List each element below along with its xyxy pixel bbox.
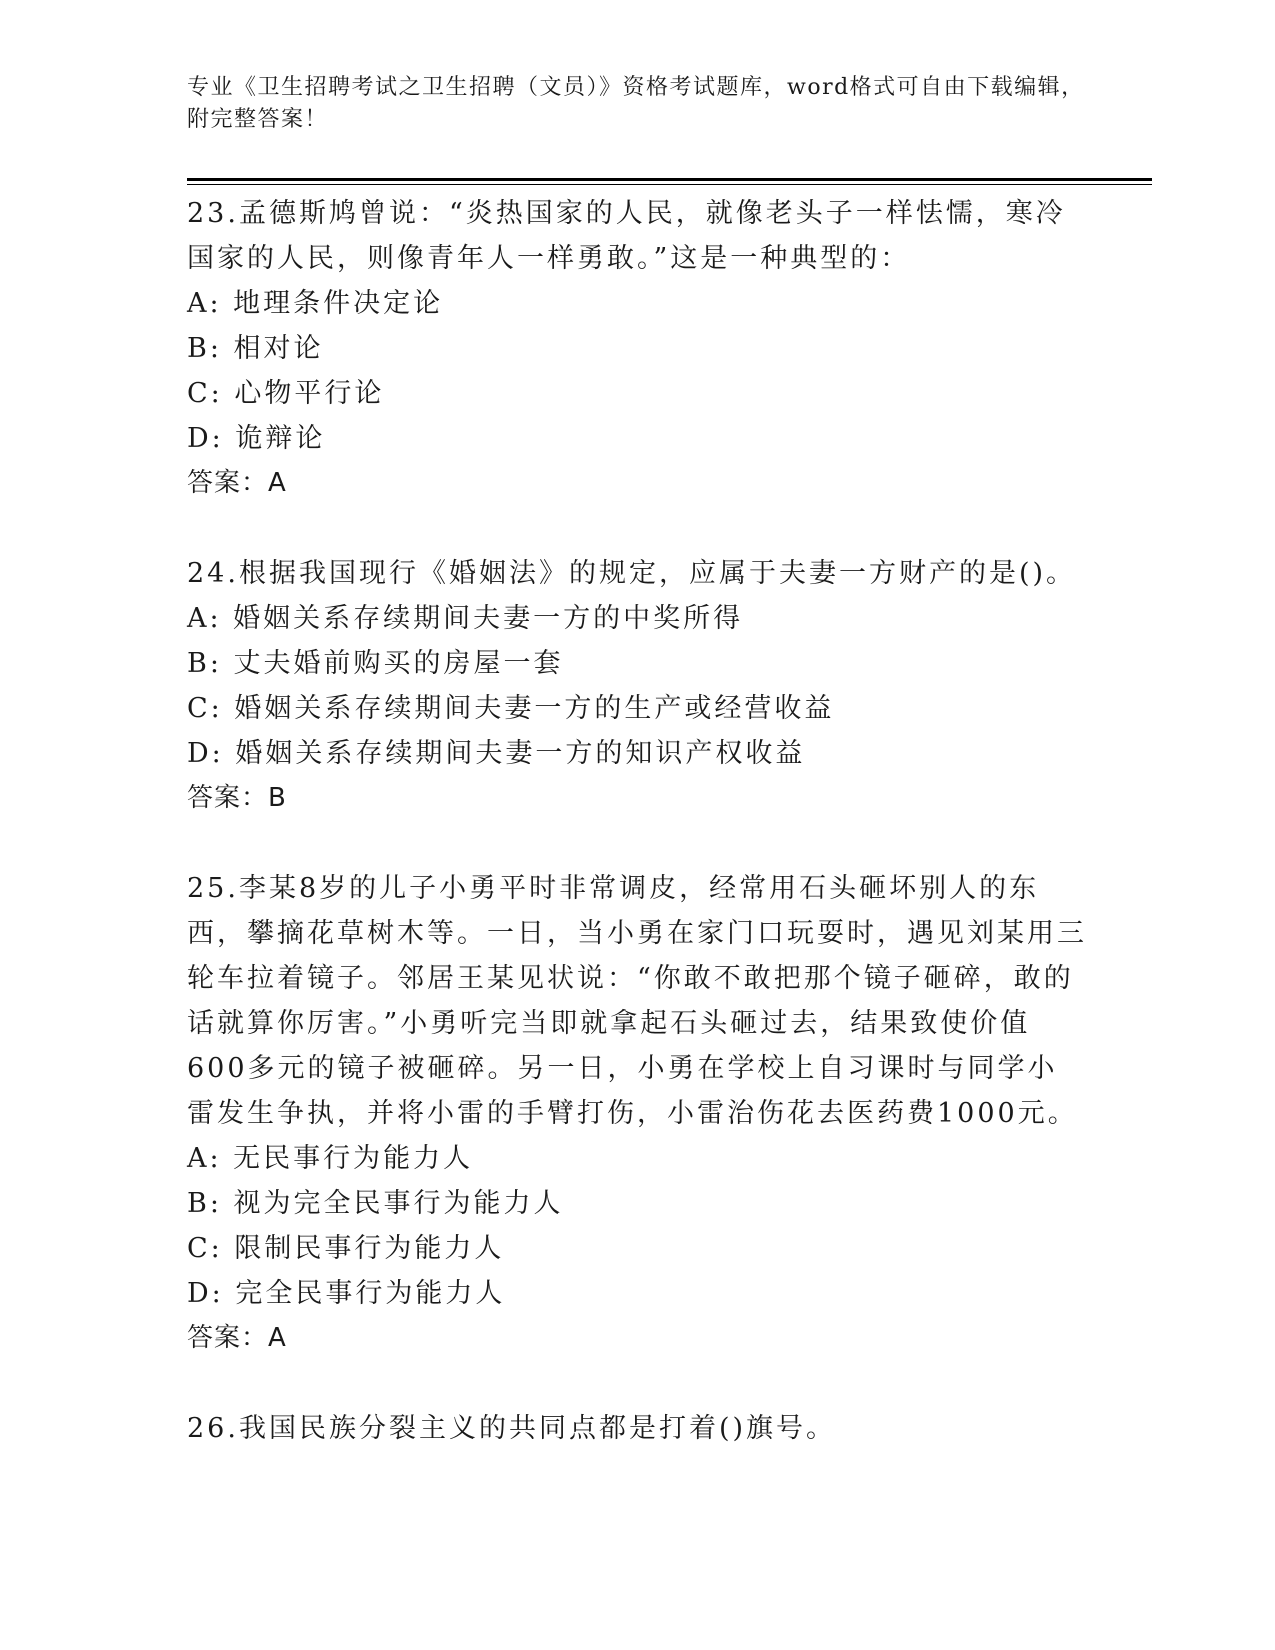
question-spacer <box>187 506 1087 551</box>
option-c: C: 限制民事行为能力人 <box>187 1233 505 1264</box>
document-header: 专业《卫生招聘考试之卫生招聘（文员）》资格考试题库，word格式可自由下载编辑，附完整答案！ <box>187 75 1085 132</box>
option-d: D: 完全民事行为能力人 <box>187 1278 506 1309</box>
question-spacer <box>187 821 1087 866</box>
question-24 <box>187 551 1087 821</box>
question-stem: 25.李某8岁的儿子小勇平时非常调皮，经常用石头砸坏别人的东西，攀摘花草树木等。一日，当小勇在家门口玩耍时，遇见刘某用三轮车拉着镜子。邻居王某见状说：“你敢不敢把那个镜子砸碎，敢的话就算你厉害。”小勇听完当即就拿起石头砸过去，结果致使价值600多元的镜子被砸碎。另一日，小勇在学校上自习课时与同学小雷发生争执，并将小雷的手臂打伤，小雷治伤花去医药费1000元。 <box>187 873 1087 1129</box>
option-a: A: 无民事行为能力人 <box>187 1143 474 1174</box>
question-stem: 24.根据我国现行《婚姻法》的规定，应属于夫妻一方财产的是()。 <box>187 558 1077 589</box>
question-spacer <box>187 1361 1087 1406</box>
answer-line: 答案：A <box>187 468 287 498</box>
option-c: C: 婚姻关系存续期间夫妻一方的生产或经营收益 <box>187 693 835 724</box>
question-23 <box>187 191 1087 506</box>
header-divider-thick <box>187 178 1152 181</box>
question-list <box>187 191 1087 1451</box>
option-c: C: 心物平行论 <box>187 378 385 409</box>
answer-line: 答案：A <box>187 1323 287 1353</box>
option-a: A: 地理条件决定论 <box>187 288 444 319</box>
header-divider-thin <box>187 184 1152 185</box>
question-stem: 26.我国民族分裂主义的共同点都是打着()旗号。 <box>187 1413 837 1444</box>
answer-line: 答案：B <box>187 783 287 813</box>
option-b: B: 相对论 <box>187 333 324 364</box>
question-26 <box>187 1406 1087 1451</box>
question-25 <box>187 866 1087 1361</box>
option-b: B: 丈夫婚前购买的房屋一套 <box>187 648 564 679</box>
option-d: D: 诡辩论 <box>187 423 326 454</box>
option-d: D: 婚姻关系存续期间夫妻一方的知识产权收益 <box>187 738 806 769</box>
question-stem: 23.孟德斯鸠曾说：“炎热国家的人民，就像老头子一样怯懦，寒冷国家的人民，则像青年人一样勇敢。”这是一种典型的： <box>187 198 1066 274</box>
option-b: B: 视为完全民事行为能力人 <box>187 1188 564 1219</box>
option-a: A: 婚姻关系存续期间夫妻一方的中奖所得 <box>187 603 744 634</box>
